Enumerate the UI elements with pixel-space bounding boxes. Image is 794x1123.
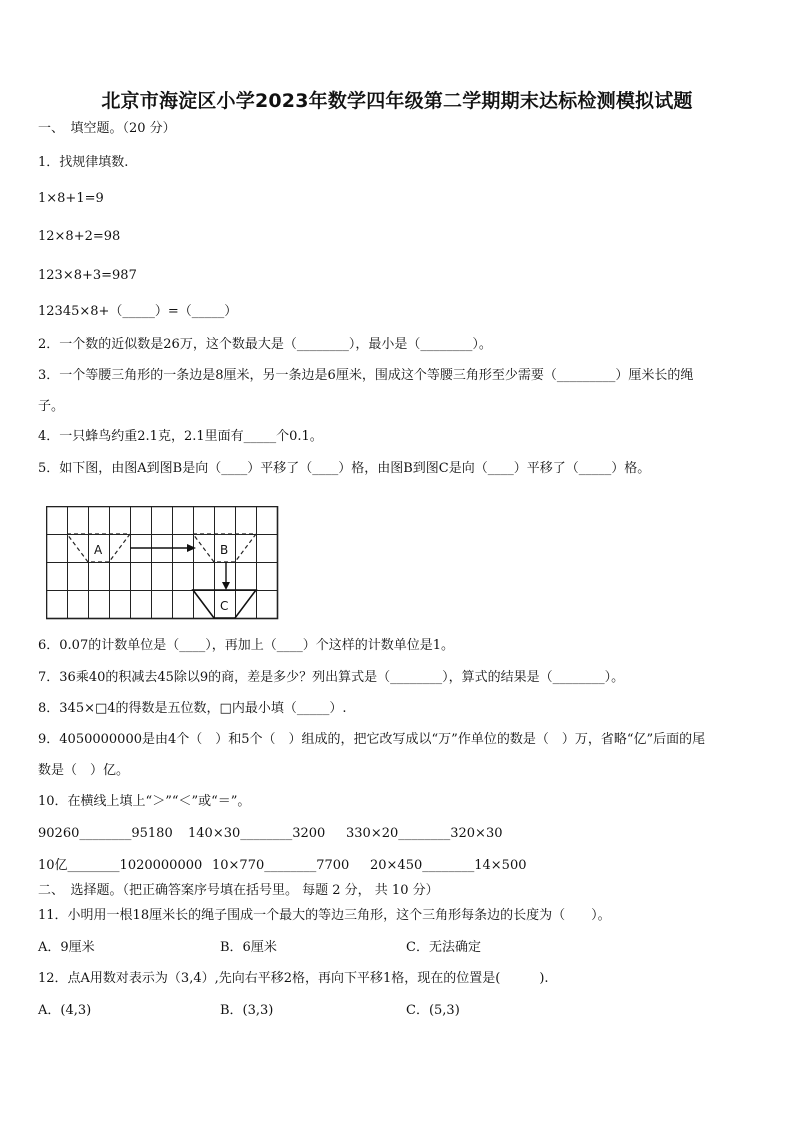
translation-grid-figure [46,506,280,624]
section-1-heading: 一、 填空题。（20 分） [38,121,176,136]
q8: 8．345×□4的得数是五位数，□内最小填（_____）. [38,701,347,716]
q1-line-1: 1×8+1=9 [38,191,104,206]
q12-option-b: B．(3,3) [220,1003,274,1018]
q6: 6．0.07的计数单位是（____），再加上（____）个这样的计数单位是1。 [38,638,454,653]
q10-prompt: 10．在横线上填上“＞”“＜”或“＝”。 [38,794,251,809]
q1-line-3: 123×8+3=987 [38,268,137,283]
grid-lines [46,506,278,619]
q7: 7．36乘40的积减去45除以9的商，差是多少？列出算式是（________），算式的结果是（________）。 [38,670,625,685]
q1-line-4: 12345×8+（_____）=（_____） [38,304,238,319]
q12-option-c: C．(5,3) [406,1003,460,1018]
grid-svg [46,506,280,620]
label-b: B [220,543,229,557]
arrow-a-to-b-head [187,544,196,552]
q11-option-c: C．无法确定 [406,940,481,955]
q10-row2-item-2: 10×770________7700 [212,858,350,873]
q12-prompt: 12．点A用数对表示为（3,4）,先向右平移2格，再向下平移1格，现在的位置是( ). [38,971,549,986]
q3-line-1: 3．一个等腰三角形的一条边是8厘米，另一条边是6厘米，围成这个等腰三角形至少需要（_________）厘米长的绳 [38,368,694,383]
q10-row1-item-3: 330×20________320×30 [346,826,503,841]
page-title: 北京市海淀区小学2023年数学四年级第二学期期末达标检测模拟试题 [101,90,693,112]
q10-row2-item-1: 10亿________1020000000 [38,858,203,873]
q12-options [38,1002,758,1020]
q11-option-b: B．6厘米 [220,940,277,955]
q1-prompt: 1．找规律填数. [38,155,129,170]
q12-option-a: A．(4,3) [38,1003,92,1018]
q10-row-1 [38,825,758,843]
q10-row-2 [38,857,758,875]
q11-prompt: 11．小明用一根18厘米长的绳子围成一个最大的等边三角形，这个三角形每条边的长度为（ ）。 [38,908,611,923]
q3-line-2: 子。 [38,399,65,414]
q10-row1-item-2: 140×30________3200 [188,826,326,841]
q11-option-a: A．9厘米 [38,940,95,955]
arrow-b-to-c-head [222,582,230,590]
q4: 4．一只蜂鸟约重2.1克，2.1里面有_____个0.1。 [38,429,323,444]
label-a: A [94,543,103,557]
q5: 5．如下图，由图A到图B是向（____）平移了（____）格，由图B到图C是向（____）平移了（_____）格。 [38,461,651,476]
q11-options [38,939,758,957]
label-c: C [220,599,229,613]
section-2-heading: 二、 选择题。（把正确答案序号填在括号里。 每题 2 分， 共 10 分） [38,883,439,898]
q9-line-1: 9．4050000000是由4个（ ）和5个（ ）组成的，把它改写成以“万”作单位的数是（ ）万，省略“亿”后面的尾 [38,732,706,747]
q10-row1-item-1: 90260________95180 [38,826,173,841]
q9-line-2: 数是（ ）亿。 [38,763,130,778]
q1-line-2: 12×8+2=98 [38,229,121,244]
q10-row2-item-3: 20×450________14×500 [370,858,527,873]
q2: 2．一个数的近似数是26万，这个数最大是（________），最小是（________）。 [38,337,492,352]
